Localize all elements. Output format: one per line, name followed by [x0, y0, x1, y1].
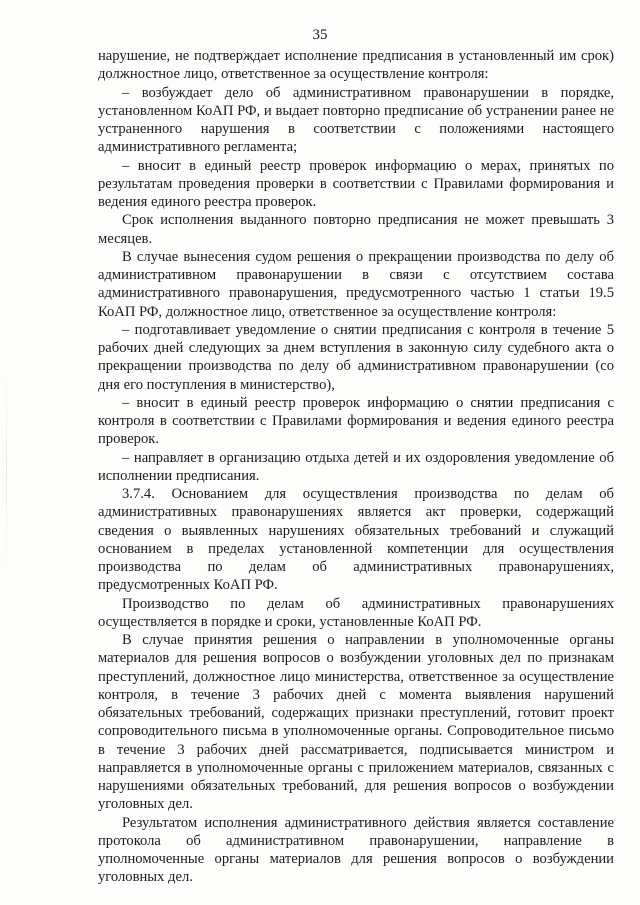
scan-edge-shadow [6, 360, 7, 580]
list-item-register-measures: – вносит в единый реестр проверок информацию о мерах, принятых по результатам проведения проверки в соответствии с Правилами формирования и ведения единого реестра проверок. [98, 157, 614, 210]
list-item-initiate-case: – возбуждает дело об административном правонарушении в порядке, установленном КоАП РФ, и выдает повторно предписание об устранении ранее не устраненного нарушения в соответствии с положениями настоящего административного регламента; [98, 84, 614, 156]
page-number: 35 [312, 27, 328, 43]
list-item-register-removal: – вносит в единый реестр проверок информацию о снятии предписания с контроля в соответствии с Правилами формирования и ведения единого реестра проверок. [98, 394, 614, 448]
paragraph-court-termination: В случае вынесения судом решения о прекращении производства по делу об административном правонарушении в связи с отсутствием состава административного правонарушения, предусмотренного частью 1 статьи 19.5 КоАП РФ, должностное лицо, ответственное за осуществление контроля: [98, 248, 614, 320]
paragraph-criminal-referral: В случае принятия решения о направлении в уполномоченные органы материалов для решения вопросов о возбуждении уголовных дел по признакам преступлений, должностное лицо министерства, ответственное за осуществление контроля, в течение 3 рабочих дней с момента выявления нарушений обязательных требований, содержащих признаки преступлений, готовит проект сопроводительного письма в уполномоченные органы. Сопроводительное письмо в течение 3 рабочих дней рассматривается, подписывается министром и направляется в уполномоченные органы с приложением материалов, связанных с нарушениями обязательных требований, для решения вопросов о возбуждении уголовных дел. [98, 632, 614, 813]
list-item-send-notice: – направляет в организацию отдыха детей и их оздоровления уведомление об исполнении предписания. [98, 449, 614, 484]
list-item-prepare-notice: – подготавливает уведомление о снятии предписания с контроля в течение 5 рабочих дней следующих за днем вступления в законную силу судебного акта о прекращении производства по делу об административном правонарушении (со дня его поступления в министерство), [98, 321, 614, 393]
paragraph-violation-continuation: нарушение, не подтверждает исполнение предписания в установленный им срок) должностное лицо, ответственное за осуществление контроля: [98, 48, 614, 83]
paragraph-proceedings-order: Производство по делам об административных правонарушениях осуществляется в порядке и сроки, установленные КоАП РФ. [98, 595, 614, 630]
paragraph-section-3-7-4: 3.7.4. Основанием для осуществления производства по делам об административных правонарушениях является акт проверки, содержащий сведения о выявленных нарушениях обязательных требований и служащий основанием в пределах установленной компетенции для осуществления производства по делам об административных правонарушениях, предусмотренных КоАП РФ. [98, 486, 614, 594]
document-body [98, 47, 614, 887]
paragraph-repeat-order-deadline: Срок исполнения выданного повторно предписания не может превышать 3 месяцев. [98, 212, 614, 247]
paragraph-action-result: Результатом исполнения административного действия является составление протокола об административном правонарушении, направление в уполномоченные органы материалов для решения вопросов о возбуждении уголовных дел. [98, 814, 614, 886]
